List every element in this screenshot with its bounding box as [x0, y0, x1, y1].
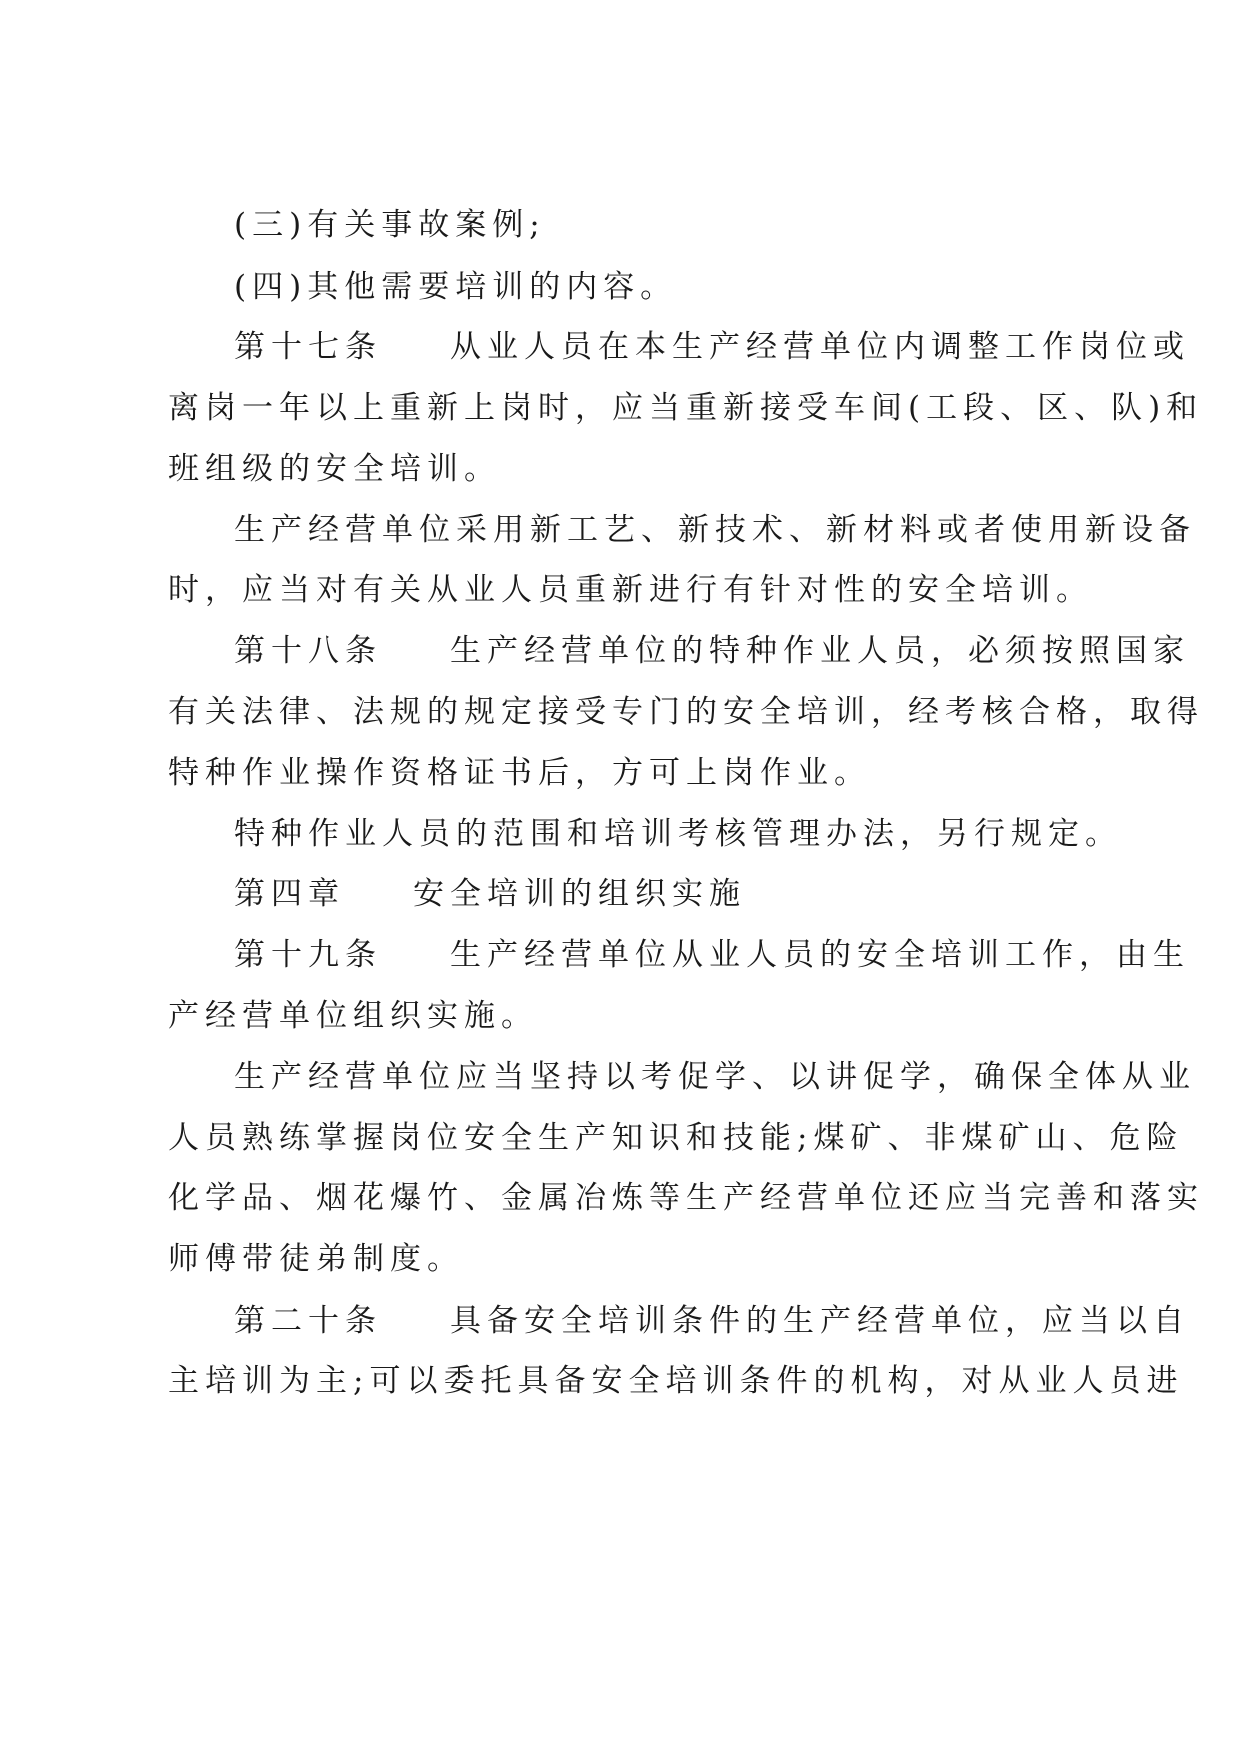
text: 师傅带徒弟制度。	[168, 1241, 464, 1277]
text: 安全培训的组织实施	[413, 876, 746, 912]
list-item	[234, 267, 1154, 307]
text: 时，应当对有关从业人员重新进行有针对性的安全培训。	[168, 572, 1093, 608]
text: 特种作业人员的范围和培训考核管理办法，另行规定。	[234, 816, 1122, 852]
paragraph-line	[168, 570, 1093, 610]
paragraph-line	[234, 1057, 1196, 1097]
text: 离岗一年以上重新上岗时，应当重新接受车间(工段、区、队)和	[168, 390, 1204, 426]
paragraph-line	[234, 814, 1154, 854]
article-heading: 第十七条	[234, 329, 382, 365]
article-heading: 第十八条	[234, 633, 382, 669]
text: (三)有关事故案例;	[234, 207, 546, 243]
chapter-4-heading	[234, 874, 1154, 914]
text: 生产经营单位从业人员的安全培训工作，由生	[450, 937, 1190, 973]
text: 生产经营单位应当坚持以考促学、以讲促学，确保全体从业	[234, 1059, 1196, 1095]
article-heading: 第十九条	[234, 937, 382, 973]
text: 生产经营单位采用新工艺、新技术、新材料或者使用新设备	[234, 512, 1196, 548]
article-17-first-line	[234, 327, 1190, 367]
paragraph-line	[168, 753, 1088, 793]
text: 班组级的安全培训。	[168, 451, 501, 487]
list-item	[234, 205, 1154, 245]
text: 特种作业操作资格证书后，方可上岗作业。	[168, 755, 871, 791]
paragraph-line	[168, 692, 1204, 732]
text: 具备安全培训条件的生产经营单位，应当以自	[450, 1303, 1190, 1339]
text: 产经营单位组织实施。	[168, 998, 538, 1034]
paragraph-line	[168, 1178, 1204, 1218]
text: 从业人员在本生产经营单位内调整工作岗位或	[450, 329, 1190, 365]
paragraph-line	[168, 1361, 1184, 1401]
text: 化学品、烟花爆竹、金属冶炼等生产经营单位还应当完善和落实	[168, 1180, 1204, 1216]
article-19-first-line	[234, 935, 1190, 975]
paragraph-line	[168, 996, 1088, 1036]
article-18-first-line	[234, 631, 1190, 671]
paragraph-line	[168, 1118, 1184, 1158]
paragraph-line	[168, 449, 1088, 489]
text: 人员熟练掌握岗位安全生产知识和技能;煤矿、非煤矿山、危险	[168, 1120, 1184, 1156]
text: (四)其他需要培训的内容。	[234, 269, 678, 305]
text: 主培训为主;可以委托具备安全培训条件的机构，对从业人员进	[168, 1363, 1184, 1399]
text: 有关法律、法规的规定接受专门的安全培训，经考核合格，取得	[168, 694, 1204, 730]
article-20-first-line	[234, 1301, 1190, 1341]
paragraph-line	[168, 388, 1204, 428]
chapter-heading: 第四章	[234, 876, 345, 912]
paragraph-line	[168, 1239, 1088, 1279]
text: 生产经营单位的特种作业人员，必须按照国家	[450, 633, 1190, 669]
article-heading: 第二十条	[234, 1303, 382, 1339]
paragraph-line	[234, 510, 1196, 550]
